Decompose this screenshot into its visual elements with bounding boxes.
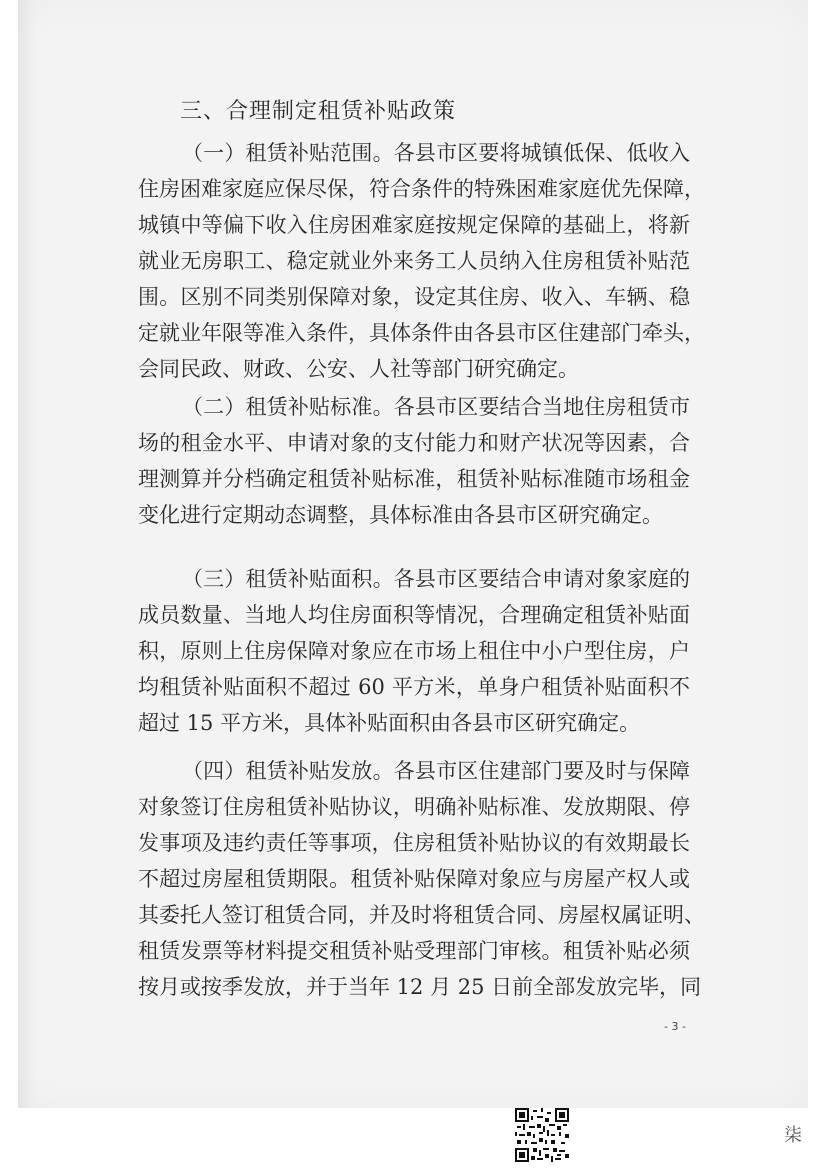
paragraph-line: 超过 15 平方米，具体补贴面积由各县市区研究确定。 [138, 711, 641, 735]
page-number: - 3 - [664, 1020, 686, 1033]
page-edge-shadow [18, 0, 36, 1108]
paragraph-3 [138, 562, 690, 737]
paragraph-line: 积，原则上住房保障对象应在市场上租住中小户型住房，户 [138, 639, 690, 663]
paragraph-line: 就业无房职工、稳定就业外来务工人员纳入住房租赁补贴范 [138, 249, 690, 273]
paragraph-line: 发事项及违约责任等事项，住房租赁补贴协议的有效期最长 [138, 831, 690, 855]
paragraph-line: 理测算并分档确定租赁补贴标准，租赁补贴标准随市场租金 [138, 467, 690, 491]
paragraph-line: 按月或按季发放，并于当年 12 月 25 日前全部发放完毕，同 [138, 975, 702, 999]
paragraph-1 [138, 136, 705, 381]
paragraph-line: （二）租赁补贴标准。各县市区要结合当地住房租赁市 [182, 395, 690, 419]
paragraph-line: （三）租赁补贴面积。各县市区要结合申请对象家庭的 [182, 567, 690, 591]
paragraph-line: 其委托人签订租赁合同，并及时将租赁合同、房屋权属证明、 [138, 903, 705, 927]
paragraph-4 [138, 754, 705, 1004]
paragraph-line: 租赁发票等材料提交租赁补贴受理部门审核。租赁补贴必须 [138, 939, 690, 963]
paragraph-line: 对象签订住房租赁补贴协议，明确补贴标准、发放期限、停 [138, 795, 690, 819]
paragraph-line: 会同民政、财政、公安、人社等部门研究确定。 [138, 357, 579, 381]
paragraph-2 [138, 390, 690, 530]
paragraph-line: 成员数量、当地人均住房面积等情况，合理确定租赁补贴面 [138, 603, 690, 627]
paragraph-line: 城镇中等偏下收入住房困难家庭按规定保障的基础上，将新 [138, 213, 690, 237]
paragraph-line: （一）租赁补贴范围。各县市区要将城镇低保、低收入 [182, 141, 690, 165]
paragraph-line: 围。区别不同类别保障对象，设定其住房、收入、车辆、稳 [138, 285, 690, 309]
section-heading: 三、合理制定租赁补贴政策 [180, 99, 457, 124]
paragraph-line: 变化进行定期动态调整，具体标准由各县市区研究确定。 [138, 503, 663, 527]
paragraph-line: 不超过房屋租赁期限。租赁补贴保障对象应与房屋产权人或 [138, 867, 690, 891]
paragraph-line: （四）租赁补贴发放。各县市区住建部门要及时与保障 [182, 759, 690, 783]
paragraph-line: 均租赁补贴面积不超过 60 平方米，单身户租赁补贴面积不 [138, 675, 690, 699]
paragraph-line: 场的租金水平、申请对象的支付能力和财产状况等因素，合 [138, 431, 690, 455]
paragraph-line: 住房困难家庭应保尽保，符合条件的特殊困难家庭优先保障， [138, 177, 705, 201]
corner-mark: 柒 [784, 1125, 802, 1146]
qr-code-icon [515, 1108, 569, 1162]
paragraph-line: 定就业年限等准入条件，具体条件由各县市区住建部门牵头， [138, 321, 705, 345]
